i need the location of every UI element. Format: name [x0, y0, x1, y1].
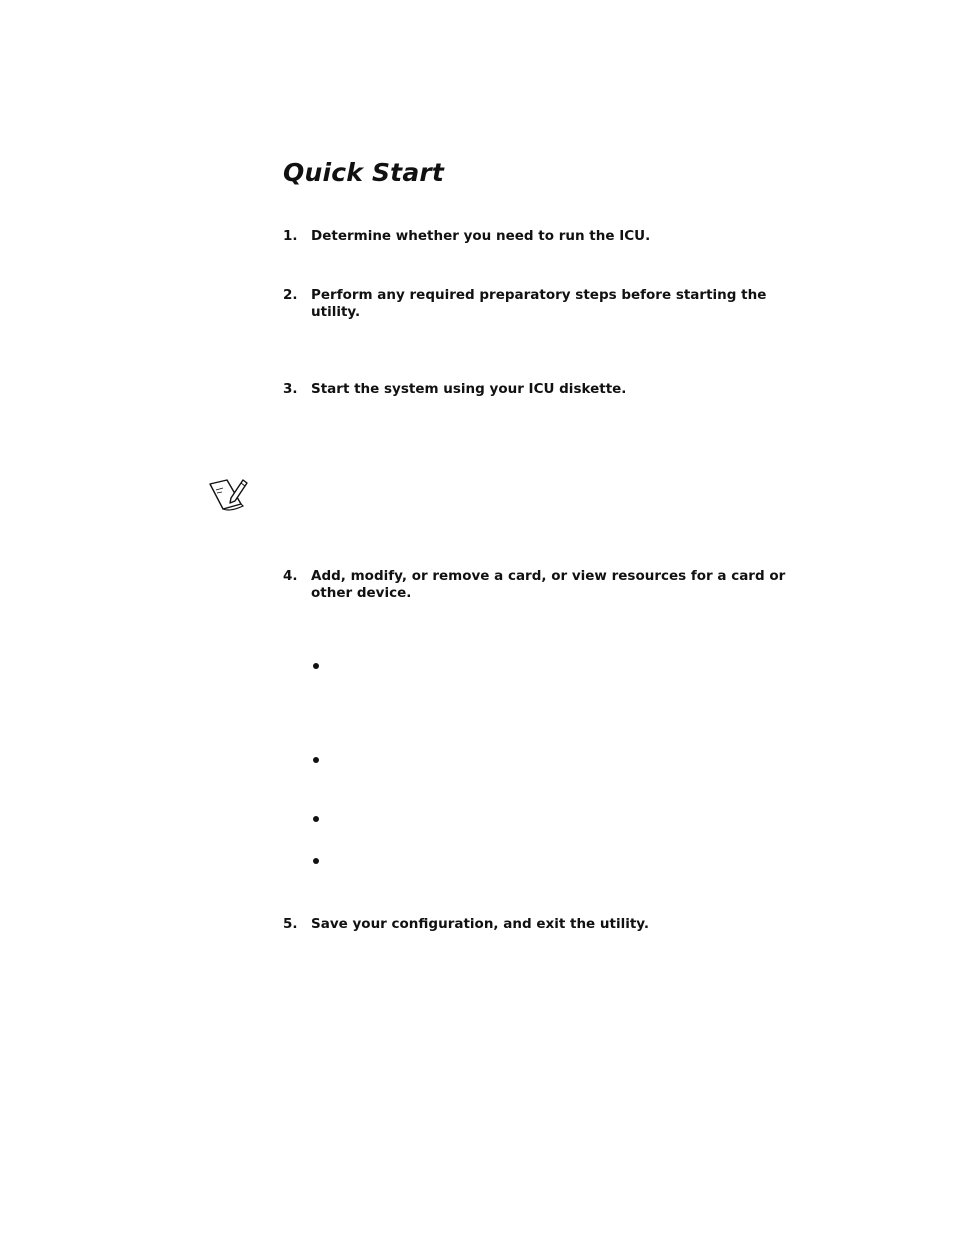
step-3	[283, 381, 803, 398]
step-5	[283, 916, 803, 933]
step-text: Save your configuration, and exit the utility.	[311, 916, 650, 932]
step-1	[283, 228, 803, 245]
step-text: Add, modify, or remove a card, or view resources for a card or other device.	[311, 568, 786, 601]
step-2	[283, 287, 803, 321]
step-text: Perform any required preparatory steps before starting the utility.	[311, 287, 767, 320]
step-number: 1.	[283, 228, 298, 244]
note-pencil-icon	[207, 476, 249, 514]
bullet-icon	[313, 663, 319, 669]
page-title: Quick Start	[283, 158, 445, 187]
step-number: 4.	[283, 568, 298, 584]
step-number: 2.	[283, 287, 298, 303]
bullet-icon	[313, 757, 319, 763]
bullet-icon	[313, 858, 319, 864]
bullet-icon	[313, 816, 319, 822]
step-text: Start the system using your ICU diskette.	[311, 381, 627, 397]
step-text: Determine whether you need to run the ICU.	[311, 228, 651, 244]
step-number: 3.	[283, 381, 298, 397]
step-number: 5.	[283, 916, 298, 932]
step-4	[283, 568, 803, 602]
